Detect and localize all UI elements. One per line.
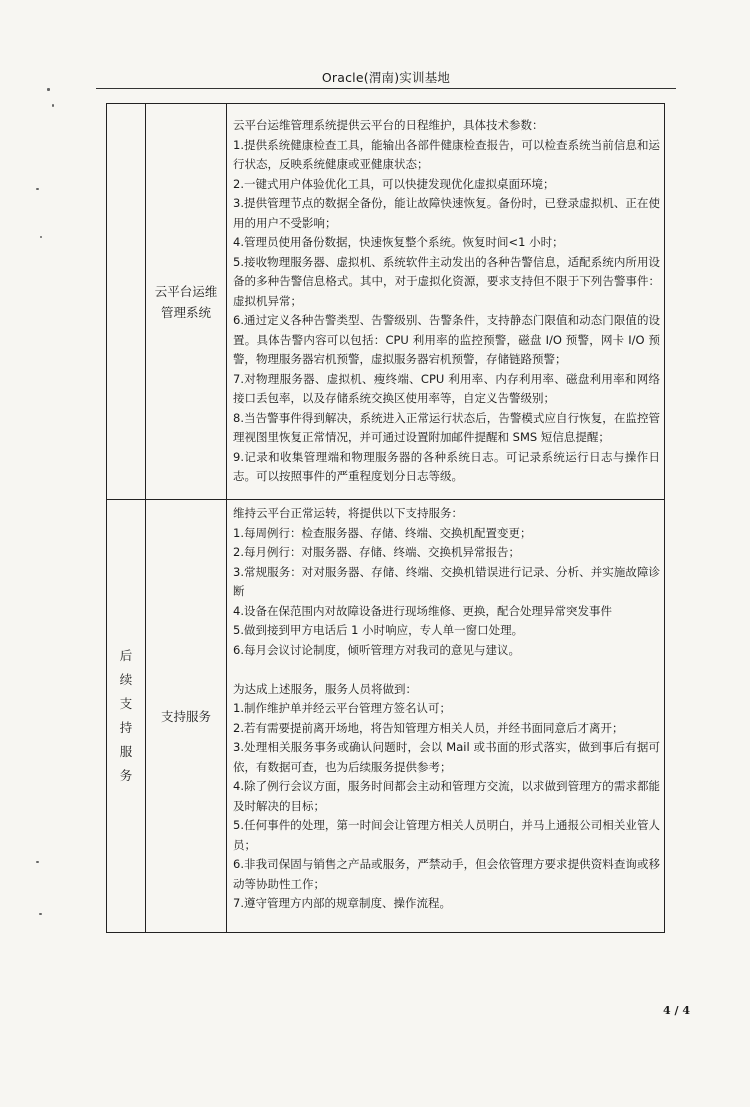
scan-speck bbox=[52, 104, 54, 107]
description-line: 2.一键式用户体验优化工具，可以快捷发现优化虚拟桌面环境； bbox=[233, 176, 555, 191]
scan-speck bbox=[47, 88, 50, 91]
description-line: 5.接收物理服务器、虚拟机、系统软件主动发出的各种告警信息，适配系统内所用设备的多种告警信息格式。其中，对于虚拟化资源，要求支持但不限于下列告警事件：虚拟机异常； bbox=[233, 254, 660, 308]
category-cell bbox=[107, 500, 146, 933]
page-number: 4 / 4 bbox=[663, 1004, 690, 1017]
description-lines bbox=[227, 501, 664, 931]
description-cell bbox=[227, 104, 665, 500]
description-line: 3.处理相关服务事务或确认问题时，会以 Mail 或书面的形式落实，做到事后有据可依，有数据可查，也为后续服务提供参考； bbox=[233, 740, 660, 774]
item-label: 支持服务 bbox=[160, 708, 211, 724]
scan-speck bbox=[39, 913, 42, 915]
description-line: 2.每月例行：对服务器、存储、终端、交换机异常报告； bbox=[233, 545, 520, 560]
description-line: 7.对物理服务器、虚拟机、瘦终端、CPU 利用率、内存利用率、磁盘利用率和网络接口丢包率，以及存储系统交换区使用率等，自定义告警级别； bbox=[233, 371, 660, 406]
table-row bbox=[107, 500, 665, 933]
description-line: 5.做到接到甲方电话后 1 小时响应，专人单一窗口处理。 bbox=[233, 623, 524, 638]
description-line: 维持云平台正常运转，将提供以下支持服务： bbox=[233, 506, 463, 521]
blank-line bbox=[233, 660, 660, 680]
description-line: 7.遵守管理方内部的规章制度、操作流程。 bbox=[233, 896, 451, 911]
description-line: 3.常规服务：对对服务器、存储、终端、交换机错误进行记录、分析、并实施故障诊断 bbox=[233, 564, 660, 599]
item-label: 云平台运维管理系统 bbox=[154, 283, 218, 320]
header-rule bbox=[96, 88, 676, 89]
description-line: 8.当告警事件得到解决，系统进入正常运行状态后，告警模式应自行恢复，在监控管理视图里恢复正常情况，并可通过设置附加邮件提醒和 SMS 短信息提醒； bbox=[233, 410, 660, 445]
description-line: 5.任何事件的处理，第一时间会让管理方相关人员明白，并马上通报公司相关业管人员； bbox=[233, 818, 660, 852]
description-line: 6.通过定义各种告警类型、告警级别、告警条件，支持静态门限值和动态门限值的设置。具体告警内容可以包括：CPU 利用率的监控预警，磁盘 I/O 预警，网卡 I/O 预警，物理服务器宕机预警，虚拟服务器宕机预警，存储链路预警； bbox=[233, 313, 660, 367]
page-header-title: Oracle(渭南)实训基地 bbox=[321, 70, 451, 85]
category-label: 后续支持服务 bbox=[119, 648, 133, 783]
description-line: 6.每月会议讨论制度，倾听管理方对我司的意见与建议。 bbox=[233, 642, 520, 657]
description-line: 1.每周例行：检查服务器、存储、终端、交换机配置变更； bbox=[233, 525, 532, 540]
description-line: 1.提供系统健康检查工具，能输出各部件健康检查报告，可以检查系统当前信息和运行状态，反映系统健康或亚健康状态； bbox=[233, 137, 660, 172]
scan-speck bbox=[36, 188, 39, 190]
description-lines bbox=[227, 113, 664, 490]
description-line: 2.若有需要提前离开场地，将告知管理方相关人员，并经书面同意后才离开； bbox=[233, 720, 624, 735]
table-row bbox=[107, 104, 665, 500]
service-table bbox=[106, 103, 665, 933]
description-cell bbox=[227, 500, 665, 933]
description-line: 4.除了例行会议方面，服务时间都会主动和管理方交流，以求做到管理方的需求都能及时解决的目标； bbox=[233, 779, 660, 813]
category-cell bbox=[107, 104, 146, 500]
description-line: 3.提供管理节点的数据全备份，能让故障快速恢复。备份时，已登录虚拟机、正在使用的用户不受影响； bbox=[233, 196, 660, 230]
description-line: 1.制作维护单并经云平台管理方签名认可； bbox=[233, 701, 451, 716]
description-line: 9.记录和收集管理端和物理服务器的各种系统日志。可记录系统运行日志与操作日志。可以按照事件的严重程度划分日志等级。 bbox=[233, 449, 660, 484]
item-cell bbox=[146, 104, 227, 500]
scan-speck bbox=[36, 861, 39, 863]
description-line: 4.设备在保范围内对故障设备进行现场维修、更换，配合处理异常突发事件 bbox=[233, 603, 612, 618]
description-line: 为达成上述服务，服务人员将做到： bbox=[233, 681, 417, 696]
description-line: 云平台运维管理系统提供云平台的日程维护，具体技术参数： bbox=[233, 118, 544, 133]
item-cell bbox=[146, 500, 227, 933]
scan-speck bbox=[40, 236, 42, 238]
description-line: 4.管理员使用备份数据，快速恢复整个系统。恢复时间<1 小时； bbox=[233, 235, 564, 250]
description-line: 6.非我司保固与销售之产品或服务，严禁动手，但会依管理方要求提供资料查询或移动等协助性工作； bbox=[233, 857, 660, 891]
